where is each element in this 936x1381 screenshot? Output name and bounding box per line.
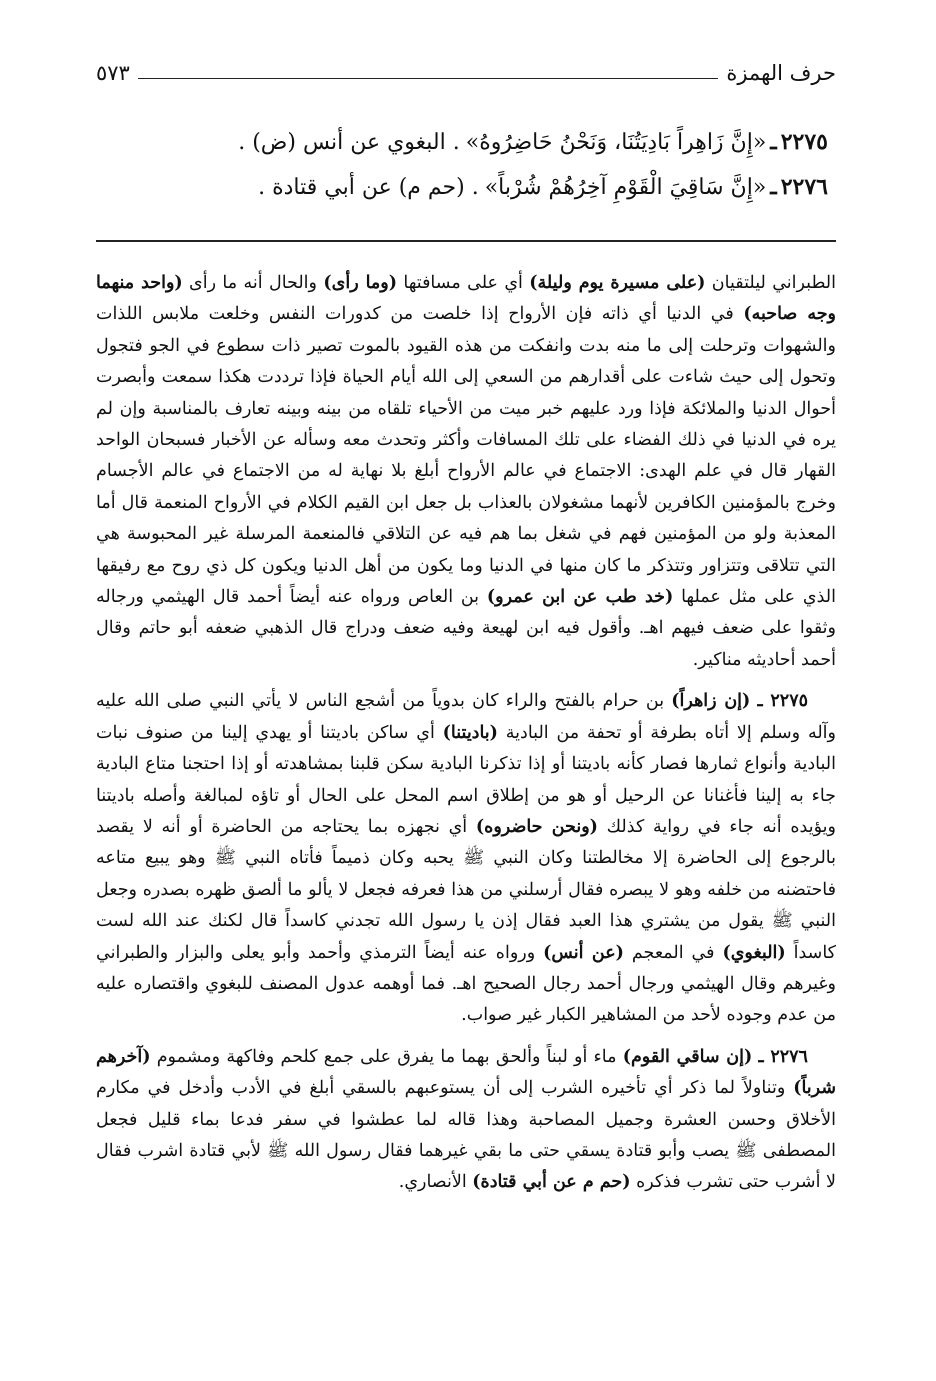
commentary: [96, 268, 836, 1209]
hadith-dash: ـ: [770, 174, 777, 200]
commentary-text: الأنصاري.: [398, 1172, 473, 1193]
hadith-entry: [96, 120, 836, 165]
commentary-text: في الدنيا أي ذاته فإن الأرواح إذا خلصت من كدورات النفس وخلعت ملابس اللذات والشهوات وترحلت إلى ما منه بدت وانفكت من هذه القيود بالموت تصير ذات سطوع في الجو فتجول وتحول إلى حيث شاءت على أقدارهم من السعي إلى الله أيام الحياة فإذا ترددت هكذا سمعت وأبصرت أحوال الدنيا والملائكة فإذا ورد عليهم خبر ميت من الأحياء تلقاه من بينه وبينه تعارف بالمناسبة وإن لم يره في الدنيا في ذلك الفضاء على تلك المسافات وأكثر وتحدث معه وسأله عن الأخبار فسبحان الواحد القهار قال في علم الهدى: الاجتماع في عالم الأرواح أبلغ بلا نهاية له من الاجتماع في عالم الأجسام وخرج بالمؤمنين الكافرين لأنهما مشغولان بالعذاب بل جعل ابن القيم الكلام في الأرواح المنعمة قال أما المعذبة ولو من المؤمنين فهم في شغل بما هم فيه عن التلاقي فالمنعمة المرسلة غير المحبوسة هي التي تتلاقى وتتزاور وتتذكر ما كان منها في الدنيا وما يكون من أهل الدنيا ويكون كل ذي روح مع رفيقها الذي على مثل عملها: [96, 304, 836, 608]
paragraph-number: ٢٢٧٥ ـ: [757, 691, 808, 712]
hadith-text: «إِنَّ زَاهِراً بَادِيَتُنَا، وَنَحْنُ حَاضِرُوهُ»: [465, 130, 767, 155]
chapter-title: حرف الهمزة: [726, 61, 836, 85]
commentary-bold: (إن زاهراً): [671, 691, 751, 712]
hadith-dash: ـ: [770, 129, 777, 155]
commentary-bold: (إن ساقي القوم): [622, 1046, 753, 1067]
commentary-bold: (واحد منهما وجه صاحبه): [96, 273, 837, 325]
commentary-bold: (آخرهم شرباً): [96, 1046, 836, 1099]
commentary-text: ورواه عنه أيضاً الترمذي وأحمد وأبو يعلى والبزار والطبراني وغيرهم وقال الهيثمي ورجال أحمد رجال الصحيح اهـ. فما أوهمه عدول المصنف للبغوي واقتصاره عليه من عدم وجوده لأحد من المشاهير الكبار غير صواب.: [96, 942, 836, 1026]
commentary-text: بن حرام بالفتح والراء كان بدوياً من أشجع الناس لا يأتي النبي صلى الله عليه وآله وسلم إلا أتاه بطرفة أو تحفة من البادية: [96, 691, 836, 743]
commentary-text: في المعجم: [623, 942, 723, 963]
commentary-bold: (باديتنا): [442, 722, 498, 743]
commentary-bold: (على مسيرة يوم وليلة): [529, 273, 706, 293]
header-rule: [138, 78, 719, 79]
commentary-text: الطبراني ليلتقيان: [705, 273, 836, 293]
hadith-source: . (حم م) عن أبي قتادة .: [258, 175, 479, 200]
commentary-text: أي نجهزه بما يحتاجه من الحاضرة أو أنه لا يقصد بالرجوع إلى الحاضرة إلا مخالطتنا وكان النبي ﷺ يحبه وكان ذميماً فأتاه النبي ﷺ وهو يبيع متاعه فاحتضنه من خلفه وهو لا يبصره فقال أرسلني من هذا فعرفه فجعل لا يألو ما ألصق ظهره بصدره وجعل النبي ﷺ يقول من يشتري هذا العبد فقال إذن يا رسول الله تجدني كاسداً قال لكنك عند الله لست كاسداً: [96, 816, 836, 963]
commentary-paragraph: [96, 268, 836, 676]
commentary-bold: (عن أنس): [543, 942, 624, 963]
commentary-bold: (ونحن حاضروه): [475, 816, 598, 837]
commentary-bold: (خد طب عن ابن عمرو): [486, 587, 674, 608]
hadith-list: [96, 120, 836, 210]
commentary-text: أي على مسافتها: [397, 273, 530, 293]
hadith-text: «إِنَّ سَاقِيَ الْقَوْمِ آخِرُهُمْ شُرْباً»: [484, 175, 767, 200]
commentary-paragraph: [96, 1042, 836, 1199]
commentary-bold: (وما رأى): [323, 273, 398, 293]
paragraph-number: ٢٢٧٦ ـ: [758, 1046, 808, 1067]
page-number: ٥٧٣: [96, 61, 130, 85]
commentary-text: ماء أو لبناً وألحق بهما ما يفرق على جمع كلحم وفاكهة ومشموم: [150, 1046, 623, 1067]
commentary-paragraph: [96, 686, 836, 1031]
hadith-number: ٢٢٧٥: [780, 129, 828, 155]
commentary-bold: (البغوي): [722, 942, 786, 963]
hadith-entry: [96, 165, 836, 210]
commentary-bold: (حم م عن أبي قتادة): [472, 1172, 631, 1193]
page: [96, 40, 836, 1360]
commentary-text: أي ساكن باديتنا أو يهدي إلينا من صنوف نبات البادية وأنواع ثمارها فصار كأنه باديتنا أو إذا تذكرنا البادية سكن قلبنا بمشاهدته أو إذا احتجنا متاع البادية جاء به إلينا فأغنانا عن الرحيل أو هو من إطلاق اسم المحل على الحال أو تاؤه لمبالغة وأصله باديتنا ويؤيده أنه جاء في رواية كذلك: [96, 722, 836, 837]
hadith-number: ٢٢٧٦: [780, 174, 828, 200]
commentary-text: بن العاص ورواه عنه أيضاً أحمد قال الهيثمي ورجاله وثقوا على ضعف فيهم اهـ. وأقول فيه ابن لهيعة وفيه ضعف ودراج قال الذهبي ضعفه أبو حاتم وقال أحمد أحاديثه مناكير.: [96, 587, 836, 670]
commentary-text: والحال أنه ما رأى: [182, 273, 324, 293]
hadith-source: . البغوي عن أنس (ض) .: [238, 130, 460, 155]
running-header: [96, 58, 836, 88]
commentary-text: وتناولاً لما ذكر أي تأخيره الشرب إلى أن يستوعبهم بالسقي أبلغ في الأدب وأدخل في مكارم الأخلاق وحسن العشرة وجميل المصاحبة وهذا قاله لما عطشوا في سفر فدعا بماء قليل فجعل المصطفى ﷺ يصب وأبو قتادة يسقي حتى ما بقي غيرهما فقال رسول الله ﷺ لأبي قتادة اشرب فقال لا أشرب حتى تشرب فذكره: [96, 1078, 836, 1193]
section-divider: [96, 240, 836, 242]
